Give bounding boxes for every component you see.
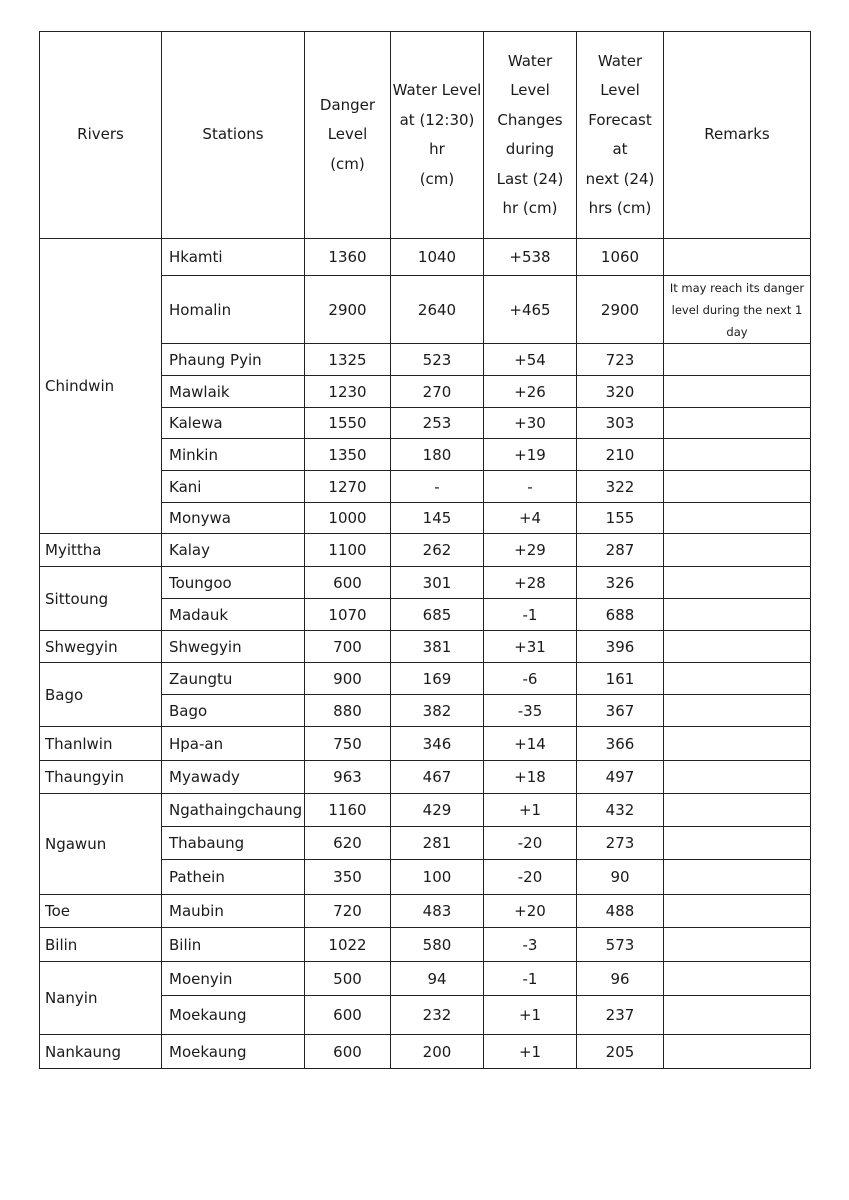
forecast-value: 237	[577, 996, 664, 1035]
danger-level-value: 1270	[305, 471, 391, 503]
header-rivers: Rivers	[40, 32, 162, 239]
forecast-value: 326	[577, 567, 664, 599]
header-water-level	[391, 32, 484, 239]
forecast-value: 210	[577, 439, 664, 471]
forecast-value: 322	[577, 471, 664, 503]
forecast-value: 432	[577, 794, 664, 827]
header-changes	[484, 32, 577, 239]
table-row	[40, 727, 811, 761]
forecast-value: 303	[577, 408, 664, 439]
forecast-value: 488	[577, 895, 664, 928]
danger-level-value: 1160	[305, 794, 391, 827]
water-level-value: 2640	[391, 276, 484, 344]
remark-text	[664, 794, 811, 827]
header-stations: Stations	[162, 32, 305, 239]
header-changes-line: hr (cm)	[502, 199, 558, 217]
station-name: Minkin	[162, 439, 305, 471]
danger-level-value: 1022	[305, 928, 391, 962]
station-name: Phaung Pyin	[162, 344, 305, 376]
table-row	[40, 534, 811, 567]
forecast-value: 367	[577, 695, 664, 727]
forecast-value: 155	[577, 503, 664, 534]
change-value: +1	[484, 996, 577, 1035]
remark-text	[664, 895, 811, 928]
table-row	[40, 631, 811, 663]
header-row	[40, 32, 811, 239]
danger-level-value: 350	[305, 860, 391, 895]
remark-text	[664, 695, 811, 727]
danger-level-value: 1350	[305, 439, 391, 471]
danger-level-value: 1360	[305, 239, 391, 276]
water-level-value: 94	[391, 962, 484, 996]
river-name: Nankaung	[40, 1035, 162, 1069]
remark-text	[664, 408, 811, 439]
station-name: Moekaung	[162, 1035, 305, 1069]
forecast-value: 287	[577, 534, 664, 567]
change-value: -35	[484, 695, 577, 727]
change-value: +20	[484, 895, 577, 928]
forecast-value: 1060	[577, 239, 664, 276]
station-name: Shwegyin	[162, 631, 305, 663]
change-value: +538	[484, 239, 577, 276]
water-level-value: 281	[391, 827, 484, 860]
water-level-value: 381	[391, 631, 484, 663]
water-level-value: 270	[391, 376, 484, 408]
water-level-value: 262	[391, 534, 484, 567]
danger-level-value: 1325	[305, 344, 391, 376]
change-value: +1	[484, 1035, 577, 1069]
change-value: +28	[484, 567, 577, 599]
change-value: -1	[484, 962, 577, 996]
remark-text	[664, 376, 811, 408]
station-name: Madauk	[162, 599, 305, 631]
header-danger-line: (cm)	[330, 154, 365, 173]
table-row	[40, 761, 811, 794]
forecast-value: 688	[577, 599, 664, 631]
forecast-value: 497	[577, 761, 664, 794]
river-name: Bago	[40, 663, 162, 727]
change-value: +31	[484, 631, 577, 663]
forecast-value: 320	[577, 376, 664, 408]
table-body	[40, 239, 811, 1069]
danger-level-value: 900	[305, 663, 391, 695]
station-name: Pathein	[162, 860, 305, 895]
water-level-value: 253	[391, 408, 484, 439]
forecast-value: 573	[577, 928, 664, 962]
table-row	[40, 663, 811, 695]
station-name: Mawlaik	[162, 376, 305, 408]
water-level-value: 467	[391, 761, 484, 794]
remark-text	[664, 761, 811, 794]
change-value: +29	[484, 534, 577, 567]
station-name: Ngathaingchaung	[162, 794, 305, 827]
danger-level-value: 500	[305, 962, 391, 996]
water-level-value: -	[391, 471, 484, 503]
danger-level-value: 1230	[305, 376, 391, 408]
danger-level-value: 750	[305, 727, 391, 761]
station-name: Homalin	[162, 276, 305, 344]
forecast-value: 723	[577, 344, 664, 376]
danger-level-value: 2900	[305, 276, 391, 344]
change-value: +14	[484, 727, 577, 761]
remark-text	[664, 471, 811, 503]
remark-text	[664, 631, 811, 663]
remark-text	[664, 599, 811, 631]
table-row	[40, 239, 811, 276]
station-name: Thabaung	[162, 827, 305, 860]
remark-text	[664, 239, 811, 276]
remark-text	[664, 1035, 811, 1069]
river-name: Ngawun	[40, 794, 162, 895]
change-value: +26	[484, 376, 577, 408]
table-row	[40, 928, 811, 962]
station-name: Kalay	[162, 534, 305, 567]
header-changes-line: Water	[507, 51, 553, 70]
header-forecast-line: next (24)	[585, 169, 655, 188]
river-water-level-table	[39, 31, 811, 1069]
danger-level-value: 700	[305, 631, 391, 663]
river-name: Toe	[40, 895, 162, 928]
station-name: Maubin	[162, 895, 305, 928]
header-forecast	[577, 32, 664, 239]
station-name: Kalewa	[162, 408, 305, 439]
table-row	[40, 794, 811, 827]
water-level-value: 301	[391, 567, 484, 599]
remark-text	[664, 439, 811, 471]
water-level-value: 483	[391, 895, 484, 928]
forecast-value: 2900	[577, 276, 664, 344]
change-value: -1	[484, 599, 577, 631]
station-name: Moenyin	[162, 962, 305, 996]
water-level-value: 685	[391, 599, 484, 631]
remark-text: It may reach its danger level during the next 1 day	[664, 276, 811, 344]
water-level-value: 232	[391, 996, 484, 1035]
header-changes-line: Last (24)	[496, 169, 564, 188]
danger-level-value: 1070	[305, 599, 391, 631]
header-changes-line: Changes	[497, 110, 563, 129]
remark-text	[664, 727, 811, 761]
remark-text	[664, 503, 811, 534]
water-level-value: 145	[391, 503, 484, 534]
river-name: Chindwin	[40, 239, 162, 534]
water-level-value: 580	[391, 928, 484, 962]
change-value: -6	[484, 663, 577, 695]
header-water-level-line: at (12:30) hr	[399, 110, 475, 158]
change-value: +30	[484, 408, 577, 439]
change-value: -20	[484, 860, 577, 895]
station-name: Moekaung	[162, 996, 305, 1035]
header-forecast-line: Forecast	[588, 110, 652, 129]
remark-text	[664, 860, 811, 895]
forecast-value: 90	[577, 860, 664, 895]
station-name: Bago	[162, 695, 305, 727]
remark-text	[664, 344, 811, 376]
header-remarks: Remarks	[664, 32, 811, 239]
danger-level-value: 600	[305, 996, 391, 1035]
table-row	[40, 567, 811, 599]
header-forecast-line: Water	[597, 51, 643, 70]
danger-level-value: 1000	[305, 503, 391, 534]
water-level-value: 169	[391, 663, 484, 695]
header-water-level-line: (cm)	[419, 169, 455, 188]
change-value: +4	[484, 503, 577, 534]
danger-level-value: 600	[305, 567, 391, 599]
station-name: Monywa	[162, 503, 305, 534]
header-forecast-line: Level	[600, 81, 640, 99]
station-name: Hkamti	[162, 239, 305, 276]
station-name: Myawady	[162, 761, 305, 794]
header-danger-line: Level	[327, 125, 368, 144]
water-level-value: 523	[391, 344, 484, 376]
danger-level-value: 1100	[305, 534, 391, 567]
forecast-value: 205	[577, 1035, 664, 1069]
station-name: Hpa-an	[162, 727, 305, 761]
river-name: Nanyin	[40, 962, 162, 1035]
table-row	[40, 1035, 811, 1069]
water-level-value: 200	[391, 1035, 484, 1069]
station-name: Kani	[162, 471, 305, 503]
station-name: Zaungtu	[162, 663, 305, 695]
remark-text	[664, 827, 811, 860]
table-row	[40, 895, 811, 928]
remark-text	[664, 962, 811, 996]
remark-text	[664, 996, 811, 1035]
forecast-value: 273	[577, 827, 664, 860]
change-value: +54	[484, 344, 577, 376]
header-forecast-line: at	[612, 140, 628, 158]
remark-text	[664, 663, 811, 695]
water-level-value: 346	[391, 727, 484, 761]
water-level-value: 429	[391, 794, 484, 827]
water-level-value: 100	[391, 860, 484, 895]
river-name: Myittha	[40, 534, 162, 567]
water-level-value: 180	[391, 439, 484, 471]
water-level-value: 382	[391, 695, 484, 727]
header-changes-line: during	[505, 140, 555, 158]
forecast-value: 396	[577, 631, 664, 663]
forecast-value: 161	[577, 663, 664, 695]
danger-level-value: 963	[305, 761, 391, 794]
table-row	[40, 962, 811, 996]
remark-text	[664, 534, 811, 567]
change-value: +19	[484, 439, 577, 471]
remark-text	[664, 567, 811, 599]
danger-level-value: 620	[305, 827, 391, 860]
forecast-value: 366	[577, 727, 664, 761]
change-value: -20	[484, 827, 577, 860]
header-danger-line: Danger	[319, 95, 376, 114]
change-value: +18	[484, 761, 577, 794]
river-name: Sittoung	[40, 567, 162, 631]
danger-level-value: 880	[305, 695, 391, 727]
water-level-value: 1040	[391, 239, 484, 276]
change-value: -	[484, 471, 577, 503]
danger-level-value: 1550	[305, 408, 391, 439]
header-changes-line: Level	[510, 81, 550, 99]
header-forecast-line: hrs (cm)	[588, 199, 652, 217]
danger-level-value: 600	[305, 1035, 391, 1069]
station-name: Bilin	[162, 928, 305, 962]
river-name: Thaungyin	[40, 761, 162, 794]
river-name: Bilin	[40, 928, 162, 962]
forecast-value: 96	[577, 962, 664, 996]
remark-text	[664, 928, 811, 962]
river-name: Shwegyin	[40, 631, 162, 663]
danger-level-value: 720	[305, 895, 391, 928]
header-water-level-line: Water Level	[392, 81, 482, 99]
header-danger-level	[305, 32, 391, 239]
change-value: -3	[484, 928, 577, 962]
river-name: Thanlwin	[40, 727, 162, 761]
change-value: +465	[484, 276, 577, 344]
change-value: +1	[484, 794, 577, 827]
station-name: Toungoo	[162, 567, 305, 599]
